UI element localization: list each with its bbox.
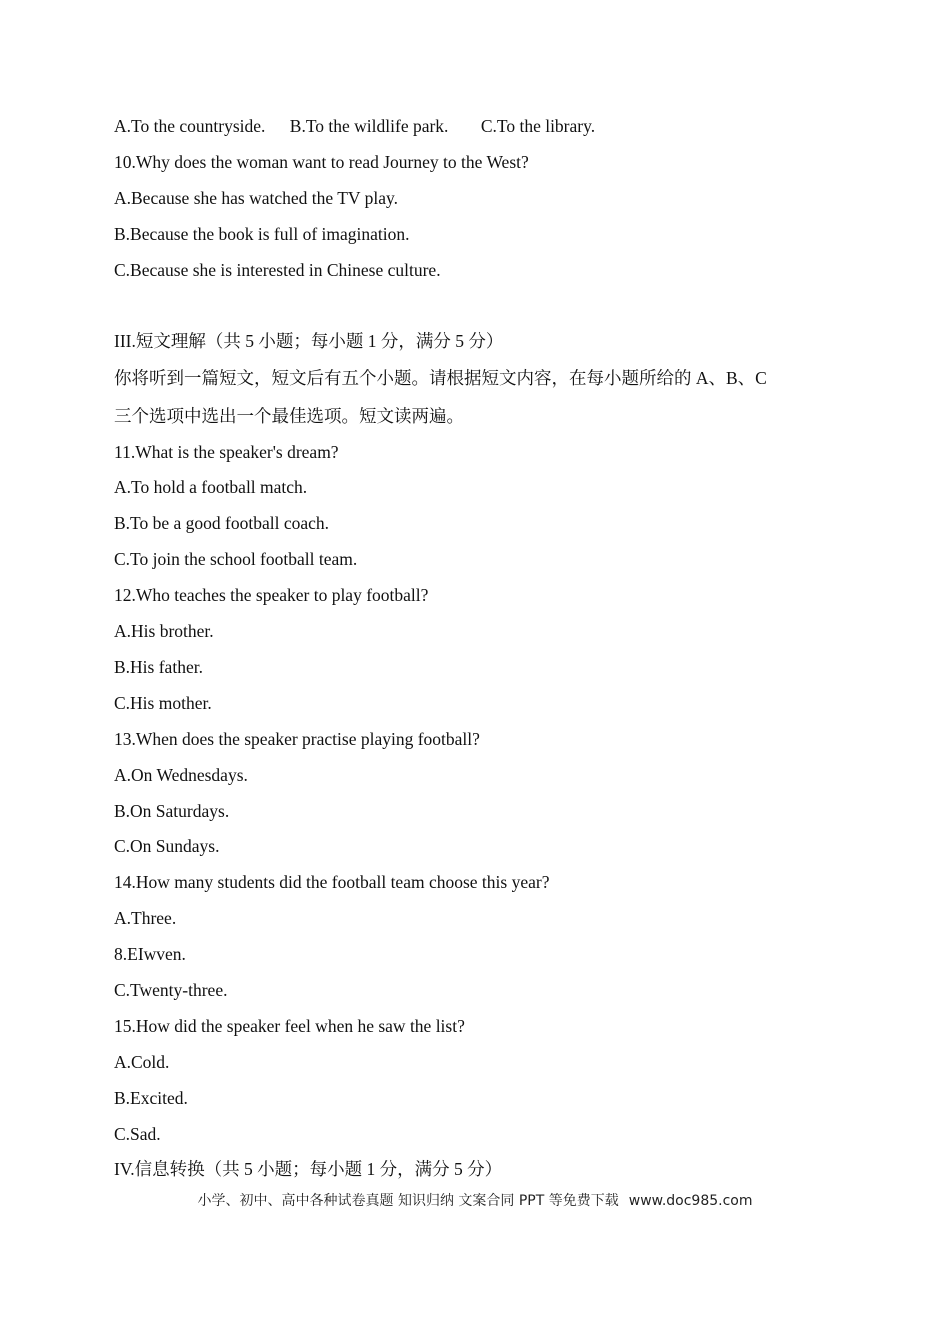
q10-question: 10.Why does the woman want to read Journey to the West? <box>114 152 529 172</box>
q15-option-a: A.Cold. <box>114 1052 170 1072</box>
q15-option-c: C.Sad. <box>114 1124 161 1144</box>
q9-option-c: C.To the library. <box>480 116 596 136</box>
q10-option-b: B.Because the book is full of imagination. <box>114 224 410 244</box>
q10-option-c: C.Because she is interested in Chinese culture. <box>114 260 441 280</box>
q13-option-b: B.On Saturdays. <box>114 801 230 821</box>
q9-options <box>114 115 595 137</box>
q14-option-a: A.Three. <box>114 908 177 928</box>
q12-option-b: B.His father. <box>114 657 203 677</box>
q12-option-c: C.His mother. <box>114 693 212 713</box>
q11-option-c: C.To join the school football team. <box>114 549 358 569</box>
q13-option-a: A.On Wednesdays. <box>114 765 248 785</box>
q13-option-c: C.On Sundays. <box>114 836 220 856</box>
q9-option-a: A.To the countryside. <box>114 116 266 136</box>
section3-instruction-line1: 你将听到一篇短文，短文后有五个小题。请根据短文内容，在每小题所给的 A、B、C <box>114 368 767 388</box>
q14-question: 14.How many students did the football team choose this year? <box>114 872 550 892</box>
q14-option-b: 8.EIwven. <box>114 944 186 964</box>
q12-option-a: A.His brother. <box>114 621 214 641</box>
q13-question: 13.When does the speaker practise playing football? <box>114 729 480 749</box>
q10-option-a: A.Because she has watched the TV play. <box>114 188 398 208</box>
section3-instruction-line2: 三个选项中选出一个最佳选项。短文读两遍。 <box>114 406 464 426</box>
section3-heading: III.短文理解（共 5 小题；每小题 1 分，满分 5 分） <box>114 331 504 351</box>
section4-heading: IV.信息转换（共 5 小题；每小题 1 分，满分 5 分） <box>114 1159 503 1179</box>
q11-option-b: B.To be a good football coach. <box>114 513 330 533</box>
q15-option-b: B.Excited. <box>114 1088 188 1108</box>
footer-url[interactable]: www.doc985.com <box>628 1193 753 1209</box>
q15-question: 15.How did the speaker feel when he saw the list? <box>114 1016 465 1036</box>
q11-option-a: A.To hold a football match. <box>114 477 308 497</box>
q12-question: 12.Who teaches the speaker to play football? <box>114 585 429 605</box>
q11-question: 11.What is the speaker's dream? <box>114 442 339 462</box>
footer-text: 小学、初中、高中各种试卷真题 知识归纳 文案合同 PPT 等免费下载 <box>197 1193 619 1209</box>
q14-option-c: C.Twenty-three. <box>114 980 228 1000</box>
page-footer <box>0 1190 950 1210</box>
q9-option-b: B.To the wildlife park. <box>289 116 449 136</box>
